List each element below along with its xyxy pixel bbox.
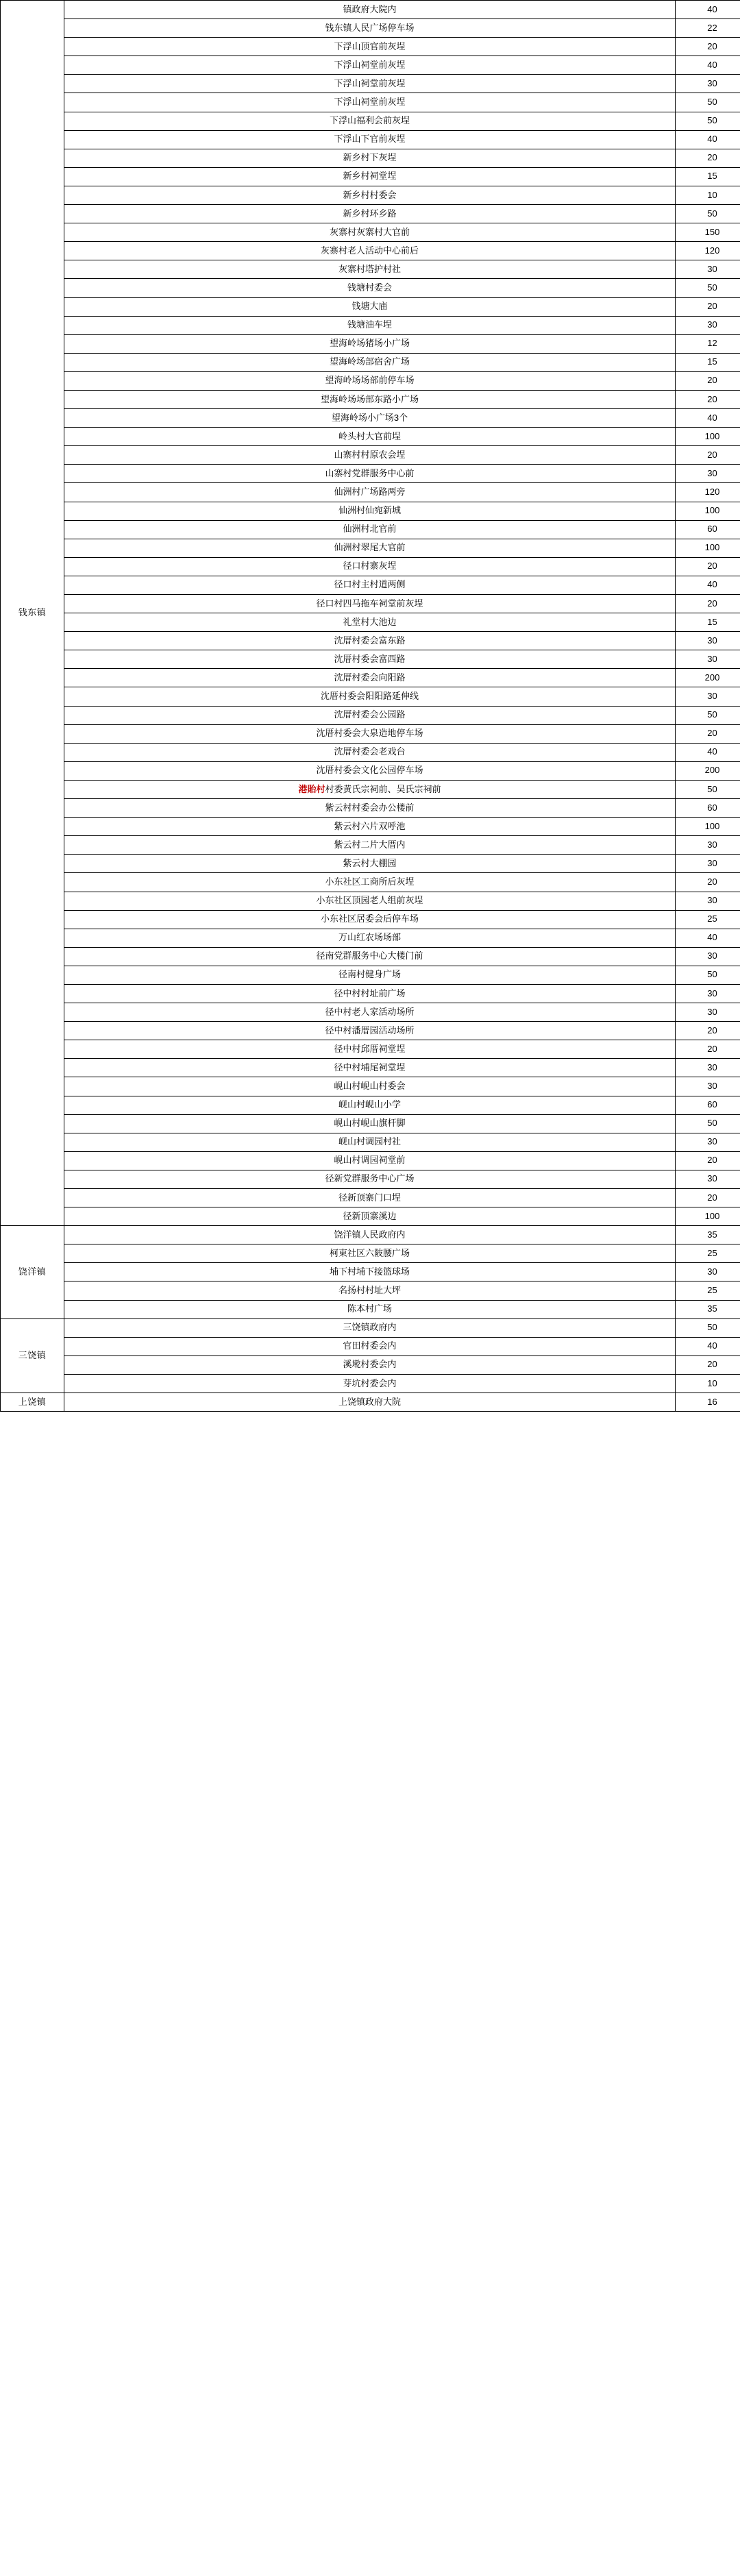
- place-cell: 新乡村祠堂埕: [64, 167, 676, 186]
- table-row: [1, 984, 740, 1003]
- count-cell: 50: [676, 966, 740, 984]
- count-cell: 30: [676, 1170, 740, 1188]
- place-cell: 望海岭场猪场小广场: [64, 334, 676, 353]
- town-cell: [1, 1393, 64, 1412]
- place-cell: 饶洋镇人民政府内: [64, 1226, 676, 1244]
- table-row: [1, 706, 740, 724]
- place-cell: 钱塘大庙: [64, 297, 676, 316]
- table-row: [1, 446, 740, 465]
- town-cell: [1, 1, 64, 1226]
- table-row: [1, 1114, 740, 1133]
- table-row: [1, 1300, 740, 1318]
- table-row: [1, 1059, 740, 1077]
- table-row: [1, 595, 740, 613]
- place-cell: 官田村委会内: [64, 1337, 676, 1356]
- place-cell: 望海岭场小广场3个: [64, 409, 676, 428]
- count-cell: 50: [676, 205, 740, 223]
- table-row: [1, 167, 740, 186]
- table-row: [1, 780, 740, 798]
- count-cell: 50: [676, 1318, 740, 1337]
- table-row: [1, 539, 740, 557]
- place-cell: 紫云村二片大厝内: [64, 836, 676, 855]
- table-row: [1, 223, 740, 242]
- count-cell: 40: [676, 56, 740, 75]
- count-cell: 50: [676, 112, 740, 130]
- place-cell: 灰寨村老人活动中心前后: [64, 242, 676, 260]
- place-cell: 岘山村调园村社: [64, 1133, 676, 1151]
- count-cell: 30: [676, 1263, 740, 1281]
- table-row: [1, 316, 740, 334]
- place-cell: 下浮山福利会前灰埕: [64, 112, 676, 130]
- place-cell: 灰寨村塔护村社: [64, 260, 676, 279]
- count-cell: 60: [676, 520, 740, 539]
- place-cell: 沈厝村委会文化公园停车场: [64, 761, 676, 780]
- town-cell: [1, 1226, 64, 1318]
- place-cell: 溪墘村委会内: [64, 1356, 676, 1374]
- count-cell: 20: [676, 724, 740, 743]
- table-row: [1, 483, 740, 502]
- table-row: [1, 93, 740, 112]
- place-cell: 埔下村埔下接篮球场: [64, 1263, 676, 1281]
- place-cell: 径中村邱厝祠堂埕: [64, 1040, 676, 1059]
- count-cell: 30: [676, 1077, 740, 1096]
- count-cell: 100: [676, 502, 740, 520]
- place-cell: 径口村寨灰埕: [64, 557, 676, 576]
- count-cell: 120: [676, 242, 740, 260]
- table-row: [1, 130, 740, 149]
- count-cell: 20: [676, 446, 740, 465]
- count-cell: 30: [676, 892, 740, 910]
- table-row: [1, 75, 740, 93]
- highlighted-text: 港貽村: [298, 783, 325, 794]
- town-cell: [1, 1318, 64, 1393]
- count-cell: 30: [676, 984, 740, 1003]
- place-cell: 径口村主村道两侧: [64, 576, 676, 594]
- count-cell: 100: [676, 428, 740, 446]
- count-cell: 40: [676, 409, 740, 428]
- count-cell: 20: [676, 595, 740, 613]
- count-cell: 30: [676, 465, 740, 483]
- table-row: [1, 1281, 740, 1300]
- place-cell: 钱东镇人民广场停车场: [64, 19, 676, 38]
- table-row: [1, 428, 740, 446]
- count-cell: 30: [676, 1133, 740, 1151]
- count-cell: 20: [676, 371, 740, 390]
- count-cell: 30: [676, 316, 740, 334]
- place-cell: 下浮山顶官前灰埕: [64, 38, 676, 56]
- count-cell: 20: [676, 1356, 740, 1374]
- count-cell: 10: [676, 1374, 740, 1393]
- table-row: [1, 724, 740, 743]
- count-cell: 20: [676, 557, 740, 576]
- count-cell: 50: [676, 1114, 740, 1133]
- table-row: [1, 855, 740, 873]
- place-cell: 径新顶寨门口埕: [64, 1189, 676, 1207]
- table-row: [1, 1, 740, 19]
- count-cell: 12: [676, 334, 740, 353]
- table-row: [1, 502, 740, 520]
- place-cell: 岘山村岘山村委会: [64, 1077, 676, 1096]
- place-cell: 小东社区顶园老人组前灰埕: [64, 892, 676, 910]
- table-row: [1, 56, 740, 75]
- place-cell: 港貽村村委黄氏宗祠前、吴氏宗祠前: [64, 780, 676, 798]
- table-row: [1, 1337, 740, 1356]
- table-row: [1, 818, 740, 836]
- place-cell: 径口村四马拖车祠堂前灰埕: [64, 595, 676, 613]
- count-cell: 16: [676, 1393, 740, 1412]
- place-cell: 望海岭场场部东路小广场: [64, 390, 676, 408]
- count-cell: 40: [676, 1337, 740, 1356]
- table-row: [1, 632, 740, 650]
- table-row: [1, 242, 740, 260]
- place-cell: 岘山村岘山小学: [64, 1096, 676, 1114]
- place-cell: 沈厝村委会公园路: [64, 706, 676, 724]
- table-row: [1, 576, 740, 594]
- count-cell: 100: [676, 1207, 740, 1226]
- table-row: [1, 465, 740, 483]
- place-cell: 紫云村村委会办公楼前: [64, 799, 676, 818]
- place-cell: 仙洲村翠尾大官前: [64, 539, 676, 557]
- count-cell: 20: [676, 1040, 740, 1059]
- place-cell: 岘山村岘山旗杆脚: [64, 1114, 676, 1133]
- table-row: [1, 613, 740, 632]
- count-cell: 25: [676, 910, 740, 929]
- place-cell: 名扬村村址大坪: [64, 1281, 676, 1300]
- town-label: 三饶镇: [18, 1349, 47, 1360]
- table-row: [1, 38, 740, 56]
- table-row: [1, 409, 740, 428]
- place-cell: 下浮山祠堂前灰埕: [64, 75, 676, 93]
- table-row: [1, 1096, 740, 1114]
- table-row: [1, 260, 740, 279]
- table-row: [1, 650, 740, 669]
- count-cell: 40: [676, 929, 740, 947]
- count-cell: 10: [676, 186, 740, 204]
- table-row: [1, 297, 740, 316]
- place-cell: 径南党群服务中心大楼门前: [64, 947, 676, 966]
- table-body: [1, 1, 740, 1412]
- table-row: [1, 1226, 740, 1244]
- table-row: [1, 1263, 740, 1281]
- place-cell: 镇政府大院内: [64, 1, 676, 19]
- table-row: [1, 836, 740, 855]
- place-cell: 礼堂村大池边: [64, 613, 676, 632]
- count-cell: 30: [676, 836, 740, 855]
- count-cell: 60: [676, 1096, 740, 1114]
- place-cell: 岘山村调园祠堂前: [64, 1151, 676, 1170]
- table-row: [1, 112, 740, 130]
- count-cell: 50: [676, 93, 740, 112]
- place-cell: 钱塘油车埕: [64, 316, 676, 334]
- table-row: [1, 1318, 740, 1337]
- place-cell: 下浮山祠堂前灰埕: [64, 56, 676, 75]
- table-row: [1, 1003, 740, 1022]
- table-row: [1, 279, 740, 297]
- table-row: [1, 390, 740, 408]
- place-cell: 芽坑村委会内: [64, 1374, 676, 1393]
- count-cell: 100: [676, 818, 740, 836]
- count-cell: 20: [676, 1151, 740, 1170]
- count-cell: 30: [676, 947, 740, 966]
- count-cell: 25: [676, 1244, 740, 1263]
- count-cell: 30: [676, 260, 740, 279]
- place-cell: 新乡村环乡路: [64, 205, 676, 223]
- place-cell: 新乡村下灰埕: [64, 149, 676, 167]
- count-cell: 20: [676, 149, 740, 167]
- table-row: [1, 687, 740, 706]
- table-row: [1, 1207, 740, 1226]
- count-cell: 30: [676, 687, 740, 706]
- count-cell: 40: [676, 130, 740, 149]
- count-cell: 20: [676, 1189, 740, 1207]
- count-cell: 30: [676, 650, 740, 669]
- place-cell: 钱塘村委会: [64, 279, 676, 297]
- place-cell: 沈厝村委会老戏台: [64, 743, 676, 761]
- count-cell: 20: [676, 1022, 740, 1040]
- count-cell: 100: [676, 539, 740, 557]
- place-cell: 仙洲村北官前: [64, 520, 676, 539]
- count-cell: 40: [676, 576, 740, 594]
- count-cell: 35: [676, 1300, 740, 1318]
- count-cell: 30: [676, 1003, 740, 1022]
- table-row: [1, 334, 740, 353]
- count-cell: 20: [676, 390, 740, 408]
- count-cell: 35: [676, 1226, 740, 1244]
- count-cell: 120: [676, 483, 740, 502]
- place-cell: 径新顶寨溪边: [64, 1207, 676, 1226]
- table-row: [1, 205, 740, 223]
- place-cell: 望海岭场部宿舍广场: [64, 353, 676, 371]
- place-cell: 柯東社区六陂腰广场: [64, 1244, 676, 1263]
- count-cell: 20: [676, 873, 740, 892]
- count-cell: 20: [676, 297, 740, 316]
- count-cell: 200: [676, 761, 740, 780]
- table-row: [1, 149, 740, 167]
- place-cell: 山寨村党群服务中心前: [64, 465, 676, 483]
- place-cell: 山寨村村原农会埕: [64, 446, 676, 465]
- place-cell: 径中村潘厝园活动场所: [64, 1022, 676, 1040]
- town-label: 饶洋镇: [18, 1266, 47, 1277]
- count-cell: 15: [676, 353, 740, 371]
- table-row: [1, 1189, 740, 1207]
- place-cell: 紫云村大棚园: [64, 855, 676, 873]
- table-row: [1, 799, 740, 818]
- table-row: [1, 669, 740, 687]
- count-cell: 150: [676, 223, 740, 242]
- table-row: [1, 743, 740, 761]
- place-cell: 径新党群服务中心广场: [64, 1170, 676, 1188]
- count-cell: 50: [676, 780, 740, 798]
- place-cell: 径南村健身广场: [64, 966, 676, 984]
- count-cell: 200: [676, 669, 740, 687]
- place-cell: 沈厝村委会富西路: [64, 650, 676, 669]
- place-cell: 仙洲村广场路两旁: [64, 483, 676, 502]
- place-cell: 沈厝村委会富东路: [64, 632, 676, 650]
- count-cell: 50: [676, 279, 740, 297]
- place-cell: 灰寨村灰寨村大官前: [64, 223, 676, 242]
- table-row: [1, 873, 740, 892]
- place-cell: 万山红农场场部: [64, 929, 676, 947]
- table-row: [1, 1077, 740, 1096]
- place-cell: 小东社区工商所后灰埕: [64, 873, 676, 892]
- table-row: [1, 557, 740, 576]
- place-cell: 望海岭场场部前停车场: [64, 371, 676, 390]
- place-cell: 陈本村广场: [64, 1300, 676, 1318]
- table-row: [1, 910, 740, 929]
- count-cell: 30: [676, 1059, 740, 1077]
- table-row: [1, 1151, 740, 1170]
- table-row: [1, 520, 740, 539]
- count-cell: 60: [676, 799, 740, 818]
- place-cell: 径中村老人家活动场所: [64, 1003, 676, 1022]
- count-cell: 30: [676, 855, 740, 873]
- place-cell: 紫云村六片双呼池: [64, 818, 676, 836]
- count-cell: 22: [676, 19, 740, 38]
- table-row: [1, 353, 740, 371]
- count-cell: 40: [676, 743, 740, 761]
- place-cell: 径中村埔尾祠堂埕: [64, 1059, 676, 1077]
- place-cell: 三饶镇政府内: [64, 1318, 676, 1337]
- place-cell: 仙洲村仙宛新城: [64, 502, 676, 520]
- table-row: [1, 1374, 740, 1393]
- count-cell: 25: [676, 1281, 740, 1300]
- count-cell: 15: [676, 613, 740, 632]
- place-cell: 下浮山祠堂前灰埕: [64, 93, 676, 112]
- count-cell: 20: [676, 38, 740, 56]
- place-cell: 沈厝村委会向阳路: [64, 669, 676, 687]
- count-cell: 15: [676, 167, 740, 186]
- place-cell: 小东社区居委会后停车场: [64, 910, 676, 929]
- count-cell: 30: [676, 632, 740, 650]
- place-cell: 新乡村村委会: [64, 186, 676, 204]
- table-row: [1, 1393, 740, 1412]
- table-row: [1, 186, 740, 204]
- table-row: [1, 371, 740, 390]
- place-cell: 岭头村大官前埕: [64, 428, 676, 446]
- count-cell: 30: [676, 75, 740, 93]
- table-row: [1, 19, 740, 38]
- place-cell: 径中村村址前广场: [64, 984, 676, 1003]
- table-row: [1, 1133, 740, 1151]
- count-cell: 40: [676, 1, 740, 19]
- table-row: [1, 1170, 740, 1188]
- place-cell: 沈厝村委会大泉造地停车场: [64, 724, 676, 743]
- table-row: [1, 892, 740, 910]
- place-cell: 沈厝村委会阳阳路延伸线: [64, 687, 676, 706]
- town-label: 上饶镇: [18, 1396, 47, 1407]
- table-row: [1, 1040, 740, 1059]
- place-cell: 下浮山下官前灰埕: [64, 130, 676, 149]
- table-row: [1, 1244, 740, 1263]
- table-row: [1, 1022, 740, 1040]
- place-cell: 上饶镇政府大院: [64, 1393, 676, 1412]
- table-row: [1, 947, 740, 966]
- table-row: [1, 929, 740, 947]
- count-cell: 50: [676, 706, 740, 724]
- table-row: [1, 1356, 740, 1374]
- table-row: [1, 761, 740, 780]
- table-row: [1, 966, 740, 984]
- town-label: 钱东镇: [18, 607, 47, 618]
